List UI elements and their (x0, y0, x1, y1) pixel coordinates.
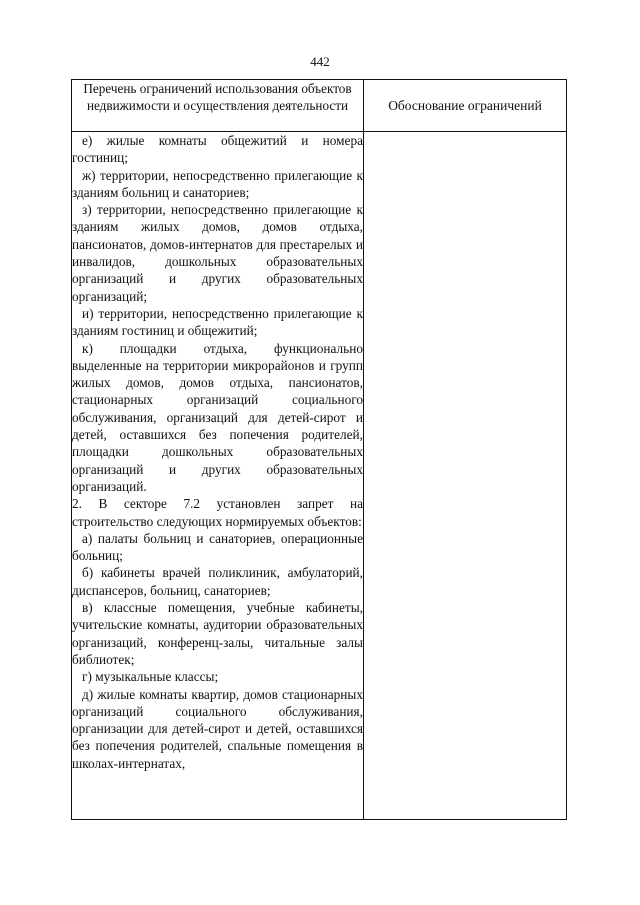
list-item: з) территории, непосредственно прилегающие к зданиям жилых домов, домов отдыха, пансионатов, домов-интернатов для престарелых и инвалидов, дошкольных образовательных организаций и других образовательных организаций; (72, 202, 363, 304)
list-item: ж) территории, непосредственно прилегающие к зданиям больниц и санаториев; (72, 167, 363, 200)
restrictions-table (71, 79, 567, 820)
list-item: б) кабинеты врачей поликлиник, амбулаторий, диспансеров, больниц, санаториев; (72, 565, 363, 598)
list-item: д) жилые комнаты квартир, домов стационарных организаций социального обслуживания, организации для детей-сирот и детей, оставшихся без попечения родителей, спальные помещения в школах-интернатах, (72, 686, 363, 771)
restrictions-cell (72, 132, 364, 820)
numbered-paragraph: 2. В секторе 7.2 установлен запрет на строительство следующих нормируемых объектов: (72, 496, 363, 529)
justification-cell (364, 132, 567, 820)
header-justification: Обоснование ограничений (364, 80, 567, 132)
list-item: и) территории, непосредственно прилегающие к зданиям гостиниц и общежитий; (72, 305, 363, 339)
list-item: г) музыкальные классы; (82, 669, 219, 685)
page-number: 442 (310, 54, 330, 69)
list-item: а) палаты больниц и санаториев, операционные больниц; (72, 530, 363, 564)
table-body-row (72, 132, 567, 820)
header-restrictions-list: Перечень ограничений использования объектов недвижимости и осуществления деятельности (72, 80, 364, 132)
list-item: в) классные помещения, учебные кабинеты, учительские комнаты, аудитории образовательных организаций, конференц-залы, читальные залы библиотек; (72, 600, 363, 667)
list-item: к) площадки отдыха, функционально выделенные на территории микрорайонов и групп жилых домов, домов отдыха, пансионатов, стационарных организаций социального обслуживания, организаций для детей-сирот и детей, оставшихся без попечения родителей, площадки дошкольных образовательных организаций и других образовательных организаций. (72, 340, 363, 494)
table-header-row (72, 80, 567, 132)
list-item: е) жилые комнаты общежитий и номера гостиниц; (72, 133, 363, 166)
